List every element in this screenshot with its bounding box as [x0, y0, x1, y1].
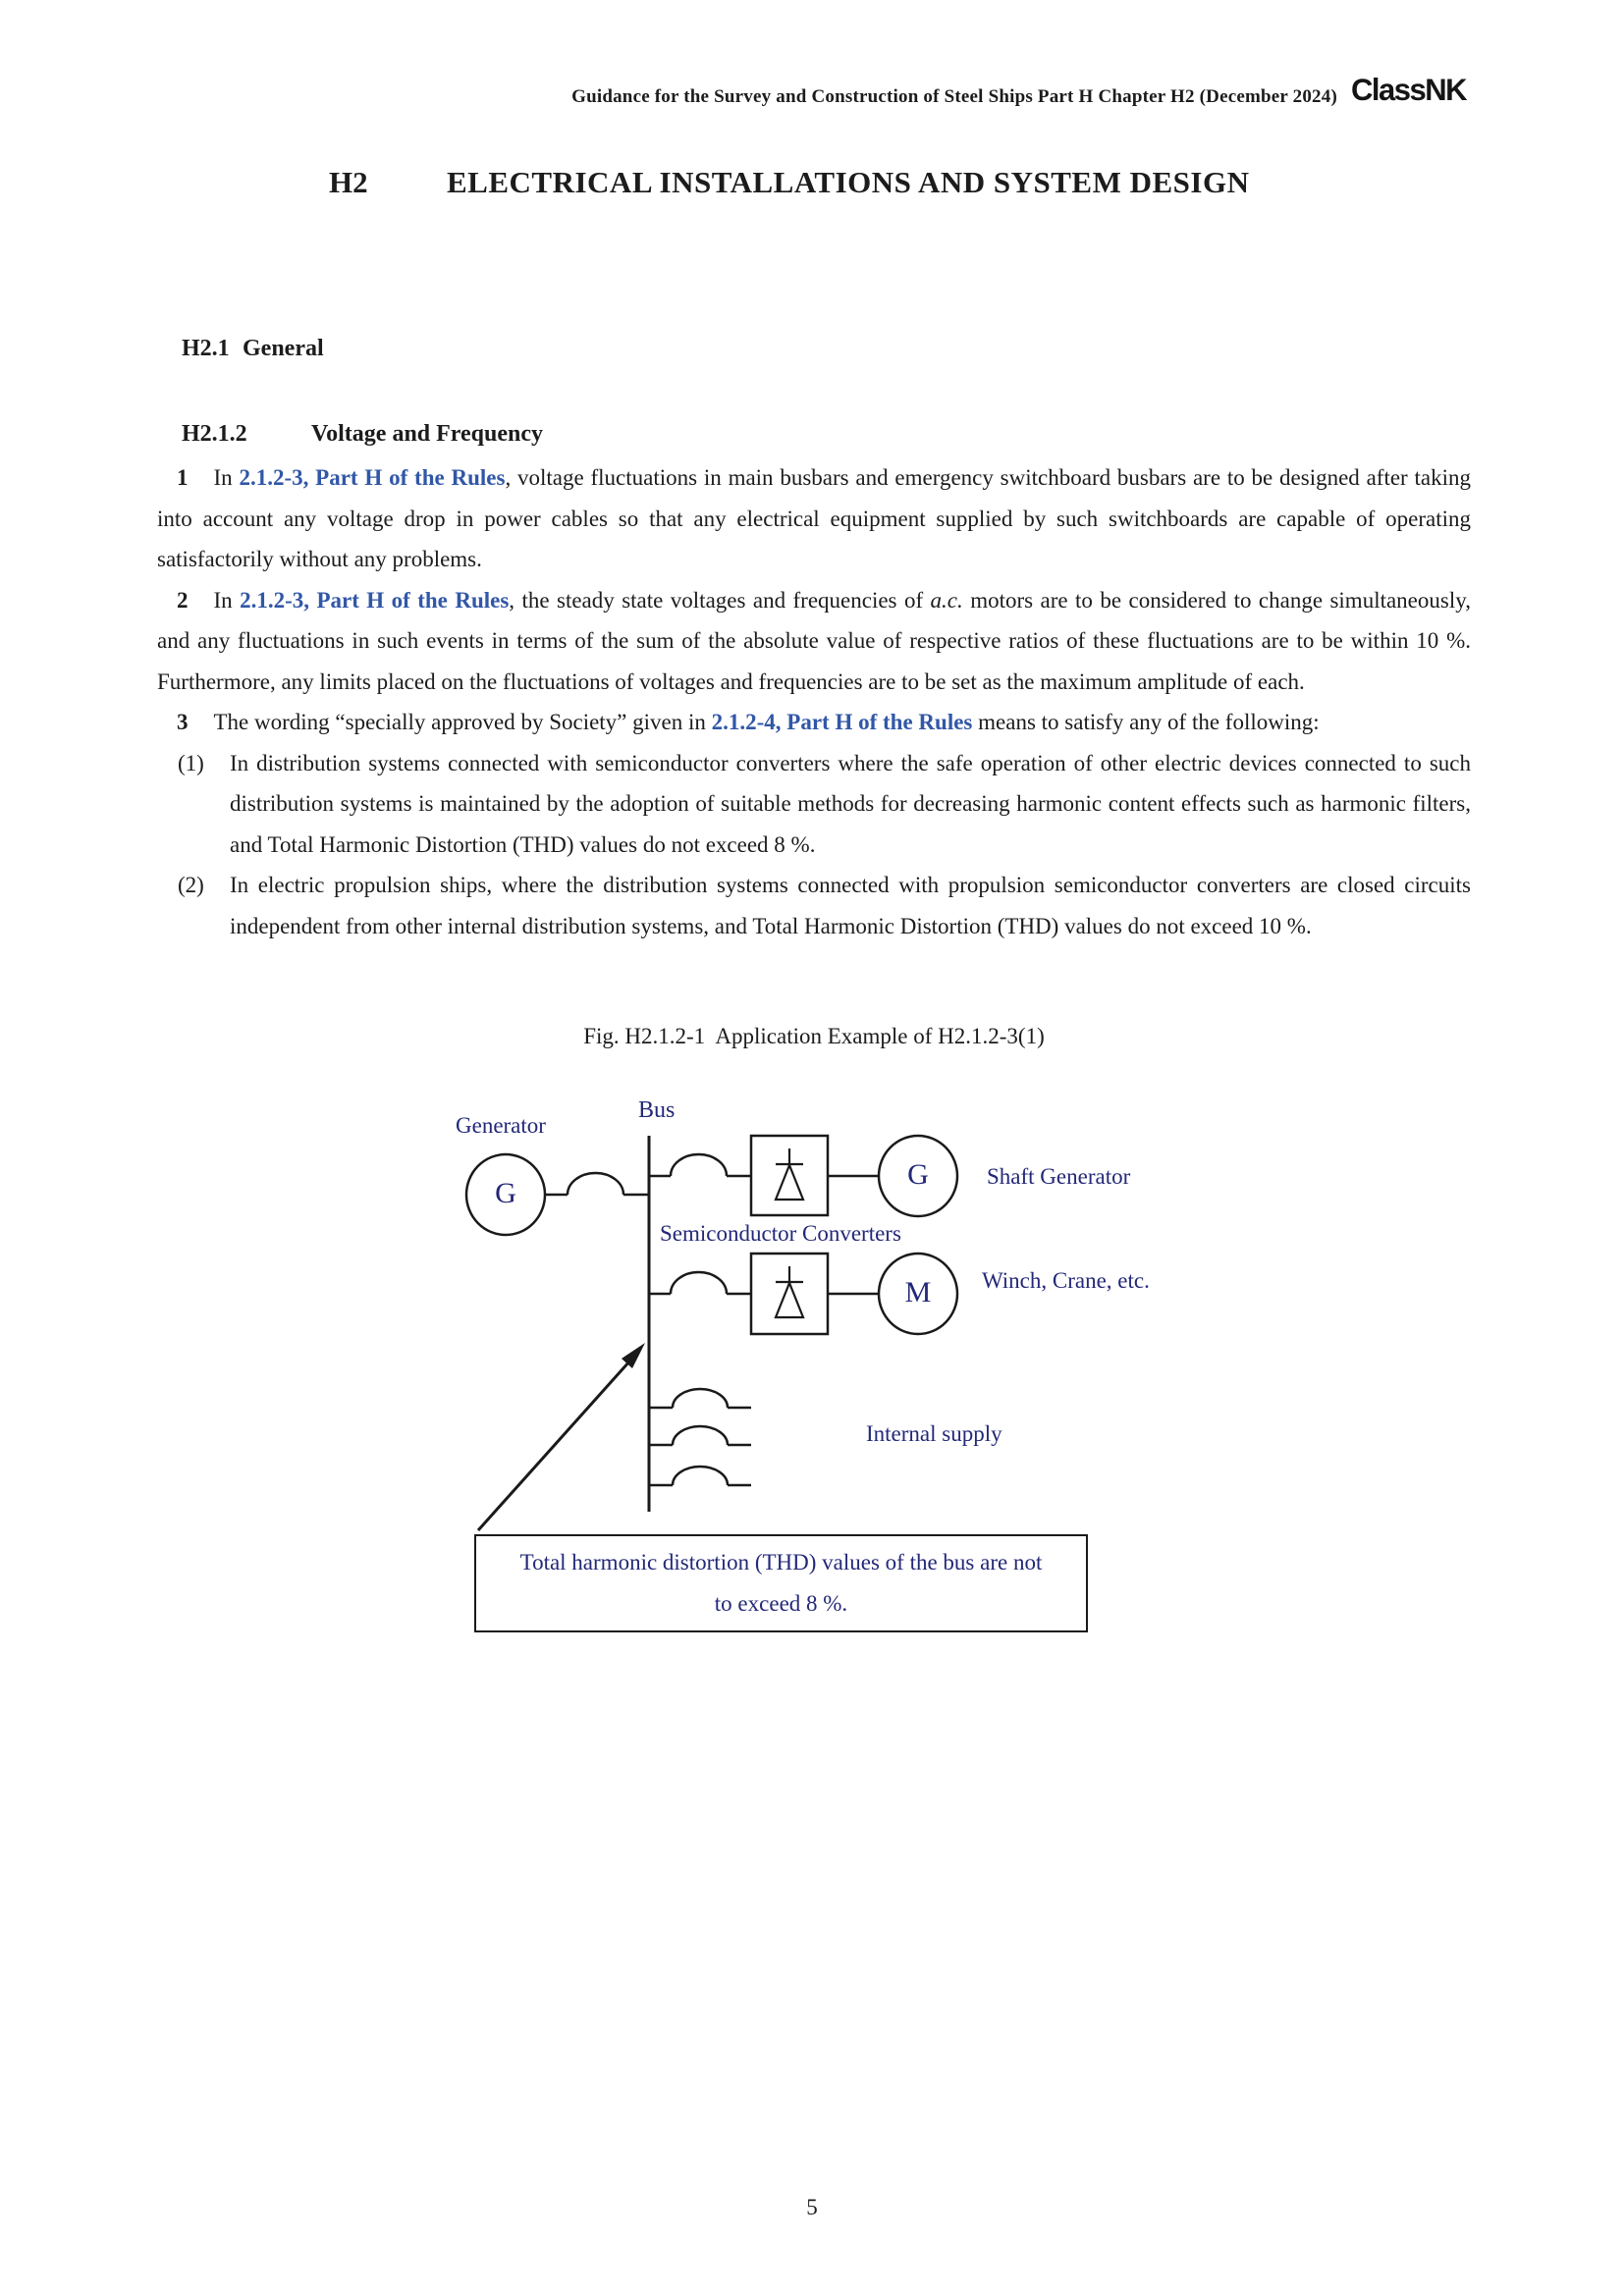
paragraph-3-text-post: means to satisfy any of the following: [972, 710, 1320, 734]
converter-box-1 [751, 1136, 828, 1215]
list-item-1 [157, 743, 1471, 866]
paragraph-2-text-post: motors are to be considered to change simultaneously, and any fluctuations in such events in terms of the sum of the absolute value of respective ratios of these fluctuations are to be within 10 %. Furthermore, any limits placed on the fluctuations of voltages and frequencies are to be set as the maximum amplitude of each. [157, 587, 1471, 694]
converter-symbol-2 [776, 1266, 803, 1317]
document-header-title: Guidance for the Survey and Construction of Steel Ships Part H Chapter H2 (December 2024) [571, 86, 1337, 107]
one-line-diagram [393, 1090, 1198, 1551]
converter-symbol-1 [776, 1148, 803, 1200]
paragraph-1-number: 1 [177, 465, 189, 490]
note-arrow-shaft [478, 1362, 629, 1530]
paragraph-1 [157, 457, 1471, 580]
motor-letter: M [904, 1276, 932, 1308]
converter-box-2 [751, 1254, 828, 1334]
generator-letter: G [495, 1177, 516, 1209]
list-item-1-text: In distribution systems connected with semiconductor converters where the safe operation of other electric devices connected to such distribution systems is maintained by the adoption of suitable methods for decreasing harmonic content effects such as harmonic filters, and Total Harmonic Distortion (THD) values do not exceed 8 %. [230, 750, 1471, 857]
list-item-2 [157, 865, 1471, 946]
body-text-column [157, 457, 1471, 946]
generator-label: Generator [456, 1113, 546, 1138]
paragraph-3 [157, 702, 1471, 743]
thd-note-line2: to exceed 8 %. [714, 1591, 848, 1616]
list-item-2-marker: (2) [178, 873, 204, 897]
shaft-generator-label: Shaft Generator [987, 1164, 1131, 1189]
paragraph-3-number: 3 [177, 710, 189, 734]
paragraph-2-text-mid: , the steady state voltages and frequencies of [509, 587, 931, 613]
paragraph-2-ac-italic: a.c. [930, 587, 963, 613]
section-h21-title: General [243, 336, 324, 361]
generator-breaker-arc [568, 1173, 623, 1195]
paragraph-3-text-pre: The wording “specially approved by Society” given in [213, 710, 712, 734]
section-h21-number: H2.1 [182, 336, 230, 361]
internal-supply-label: Internal supply [866, 1421, 1002, 1446]
shaft-generator-letter: G [907, 1158, 929, 1191]
internal-feeder-1-arc [673, 1389, 728, 1408]
classnk-logo: ClassNK [1351, 72, 1466, 108]
section-h212-title: Voltage and Frequency [311, 421, 544, 447]
paragraph-2-text-pre: In [213, 587, 241, 613]
paragraph-2-number: 2 [177, 587, 189, 613]
list-item-1-marker: (1) [178, 750, 204, 775]
figure-caption: Fig. H2.1.2-1 Application Example of H2.1.2-3(1) [583, 1024, 1045, 1048]
thd-note-line1: Total harmonic distortion (THD) values of the bus are not [519, 1550, 1043, 1575]
page-number: 5 [806, 2195, 818, 2219]
rule-link-2123-b[interactable]: 2.1.2-3, Part H of the Rules [240, 587, 510, 613]
list-item-2-text: In electric propulsion ships, where the distribution systems connected with propulsion semiconductor converters are closed circuits independent from other internal distribution systems, and Total Harmonic Distortion (THD) values do not exceed 10 %. [230, 873, 1471, 938]
paragraph-2 [157, 580, 1471, 703]
rule-link-2123-a[interactable]: 2.1.2-3, Part H of the Rules [239, 465, 506, 490]
internal-feeder-3-arc [673, 1467, 728, 1485]
internal-feeder-2-arc [673, 1426, 728, 1445]
paragraph-1-text-post: , voltage fluctuations in main busbars and emergency switchboard busbars are to be designed after taking into account any voltage drop in power cables so that any electrical equipment supplied by such switchboards are capable of operating satisfactorily without any problems. [157, 465, 1471, 571]
chapter-title: ELECTRICAL INSTALLATIONS AND SYSTEM DESIGN [447, 165, 1250, 199]
branch1-breaker-arc [671, 1154, 727, 1176]
semiconductor-converters-label: Semiconductor Converters [660, 1221, 901, 1246]
chapter-number: H2 [329, 165, 368, 199]
section-h212-number: H2.1.2 [182, 421, 247, 447]
paragraph-1-text-pre: In [213, 465, 240, 490]
branch2-breaker-arc [671, 1272, 727, 1294]
rule-link-2124[interactable]: 2.1.2-4, Part H of the Rules [711, 710, 973, 734]
thd-note-box [474, 1534, 1088, 1632]
bus-label: Bus [638, 1097, 676, 1123]
winch-crane-label: Winch, Crane, etc. [982, 1268, 1150, 1293]
